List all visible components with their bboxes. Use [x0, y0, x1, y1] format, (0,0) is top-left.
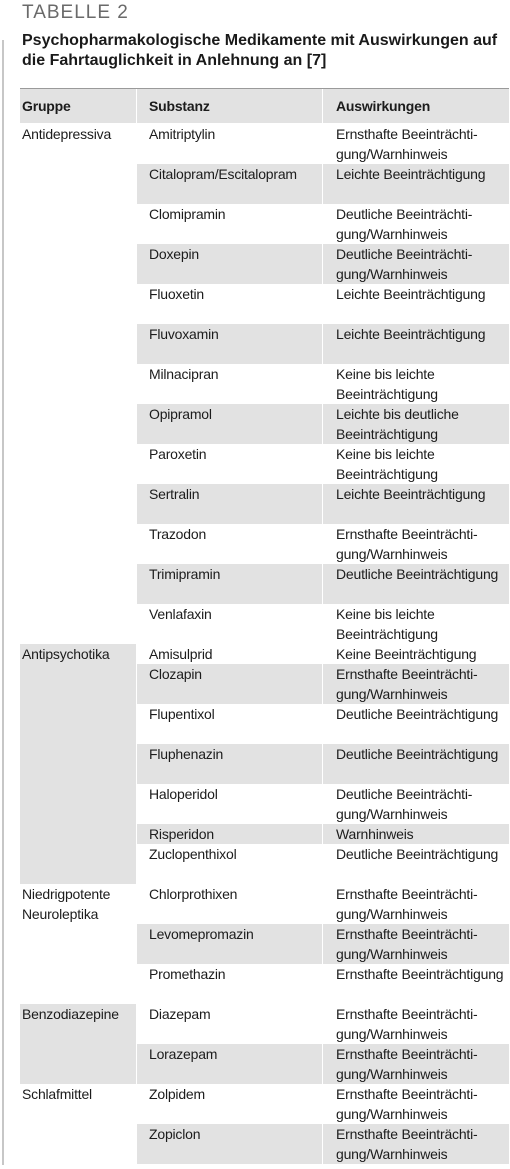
cell-substanz: Risperidon — [136, 824, 322, 844]
cell-substanz: Flupentixol — [136, 704, 322, 744]
table-row — [136, 824, 509, 844]
table-row — [136, 204, 509, 244]
cell-substanz: Zuclopenthixol — [136, 844, 322, 884]
table-row — [136, 884, 509, 924]
cell-auswirkungen: Deutliche Beeinträchtigung — [322, 744, 509, 784]
header-auswirkungen: Auswirkungen — [322, 89, 509, 123]
cell-auswirkungen: Ernsthafte Beeinträchti-gung/Warnhinweis — [322, 1124, 509, 1164]
table-row — [136, 564, 509, 604]
cell-auswirkungen: Deutliche Beeinträchtigung — [322, 844, 509, 884]
header-substanz: Substanz — [136, 89, 322, 123]
cell-auswirkungen: Keine bis leichte Beeinträchtigung — [322, 604, 509, 644]
table-header — [20, 88, 509, 124]
cell-substanz: Opipramol — [136, 404, 322, 444]
cell-auswirkungen: Ernsthafte Beeinträchti-gung/Warnhinweis — [322, 524, 509, 564]
cell-substanz: Haloperidol — [136, 784, 322, 824]
cell-substanz: Doxepin — [136, 244, 322, 284]
cell-substanz: Milnacipran — [136, 364, 322, 404]
cell-auswirkungen: Ernsthafte Beeinträchti-gung/Warnhinweis — [322, 664, 509, 704]
table-row — [136, 364, 509, 404]
drug-table — [20, 88, 509, 1164]
cell-substanz: Amisulprid — [136, 644, 322, 664]
cell-substanz: Diazepam — [136, 1004, 322, 1044]
table-row — [136, 704, 509, 744]
table-row — [136, 484, 509, 524]
table-row — [136, 1084, 509, 1124]
cell-substanz: Lorazepam — [136, 1044, 322, 1084]
table-row — [136, 604, 509, 644]
cell-auswirkungen: Ernsthafte Beeinträchti-gung/Warnhinweis — [322, 924, 509, 964]
cell-auswirkungen: Deutliche Beeinträchti-gung/Warnhinweis — [322, 204, 509, 244]
table-row — [136, 644, 509, 664]
cell-substanz: Zolpidem — [136, 1084, 322, 1124]
group-name: Benzodiazepine — [20, 1004, 136, 1084]
cell-substanz: Trimipramin — [136, 564, 322, 604]
cell-substanz: Sertralin — [136, 484, 322, 524]
cell-auswirkungen: Leichte Beeinträchtigung — [322, 284, 509, 324]
group-name: Antidepressiva — [22, 126, 112, 142]
cell-auswirkungen: Leichte bis deutliche Beeinträchtigung — [322, 404, 509, 444]
cell-auswirkungen: Deutliche Beeinträchtigung — [322, 564, 509, 604]
table-row — [136, 244, 509, 284]
table-row — [136, 324, 509, 364]
table-body — [20, 124, 509, 1164]
group-name: Antipsychotika — [20, 644, 136, 884]
table-row — [136, 844, 509, 884]
table-row — [136, 964, 509, 1004]
table-group — [20, 124, 509, 644]
table-row — [136, 1044, 509, 1084]
table-label: TABELLE 2 — [22, 2, 129, 23]
cell-auswirkungen: Keine Beeinträchtigung — [322, 644, 509, 664]
left-rule — [2, 40, 4, 1165]
group-name: Schlafmittel — [22, 1086, 92, 1102]
table-group — [20, 1004, 509, 1084]
cell-substanz: Trazodon — [136, 524, 322, 564]
table-row — [136, 284, 509, 324]
cell-auswirkungen: Leichte Beeinträchtigung — [322, 324, 509, 364]
cell-substanz: Fluoxetin — [136, 284, 322, 324]
cell-substanz: Levomepromazin — [136, 924, 322, 964]
cell-auswirkungen: Leichte Beeinträchtigung — [322, 164, 509, 204]
table-row — [136, 1004, 509, 1044]
table-row — [136, 924, 509, 964]
table-row — [136, 664, 509, 704]
cell-substanz: Citalopram/Escitalopram — [136, 164, 322, 204]
cell-auswirkungen: Deutliche Beeinträchti-gung/Warnhinweis — [322, 784, 509, 824]
table-row — [136, 404, 509, 444]
table-row — [136, 524, 509, 564]
cell-substanz: Amitriptylin — [136, 124, 322, 164]
cell-substanz: Clomipramin — [136, 204, 322, 244]
cell-substanz: Paroxetin — [136, 444, 322, 484]
cell-auswirkungen: Warnhinweis — [322, 824, 509, 844]
cell-auswirkungen: Ernsthafte Beeinträchti-gung/Warnhinweis — [322, 884, 509, 924]
cell-auswirkungen: Ernsthafte Beeinträchti-gung/Warnhinweis — [322, 1004, 509, 1044]
cell-substanz: Venlafaxin — [136, 604, 322, 644]
cell-substanz: Clozapin — [136, 664, 322, 704]
table-group — [20, 1084, 509, 1164]
cell-auswirkungen: Ernsthafte Beeinträchtigung — [322, 964, 509, 1004]
cell-substanz: Fluphenazin — [136, 744, 322, 784]
table-row — [136, 784, 509, 824]
cell-auswirkungen: Keine bis leichte Beeinträchtigung — [322, 444, 509, 484]
cell-auswirkungen: Ernsthafte Beeinträchti-gung/Warnhinweis — [322, 1044, 509, 1084]
cell-auswirkungen: Ernsthafte Beeinträchti-gung/Warnhinweis — [322, 124, 509, 164]
cell-auswirkungen: Ernsthafte Beeinträchti-gung/Warnhinweis — [322, 1084, 509, 1124]
cell-auswirkungen: Deutliche Beeinträchti-gung/Warnhinweis — [322, 244, 509, 284]
cell-substanz: Zopiclon — [136, 1124, 322, 1164]
table-row — [136, 1124, 509, 1164]
table-title: Psychopharmakologische Medikamente mit Auswirkungen auf die Fahrtauglichkeit in Anlehnung an [7] — [22, 32, 498, 69]
group-name: Niedrigpotente Neuroleptika — [22, 886, 111, 922]
table-row — [136, 444, 509, 484]
header-gruppe: Gruppe — [22, 98, 71, 114]
cell-substanz: Promethazin — [136, 964, 322, 1004]
table-row — [136, 164, 509, 204]
cell-substanz: Fluvoxamin — [136, 324, 322, 364]
table-group — [20, 644, 509, 884]
cell-auswirkungen: Deutliche Beeinträchtigung — [322, 704, 509, 744]
cell-auswirkungen: Leichte Beeinträchtigung — [322, 484, 509, 524]
cell-substanz: Chlorprothixen — [136, 884, 322, 924]
cell-auswirkungen: Keine bis leichte Beeinträchtigung — [322, 364, 509, 404]
table-group — [20, 884, 509, 1004]
table-row — [136, 124, 509, 164]
table-row — [136, 744, 509, 784]
